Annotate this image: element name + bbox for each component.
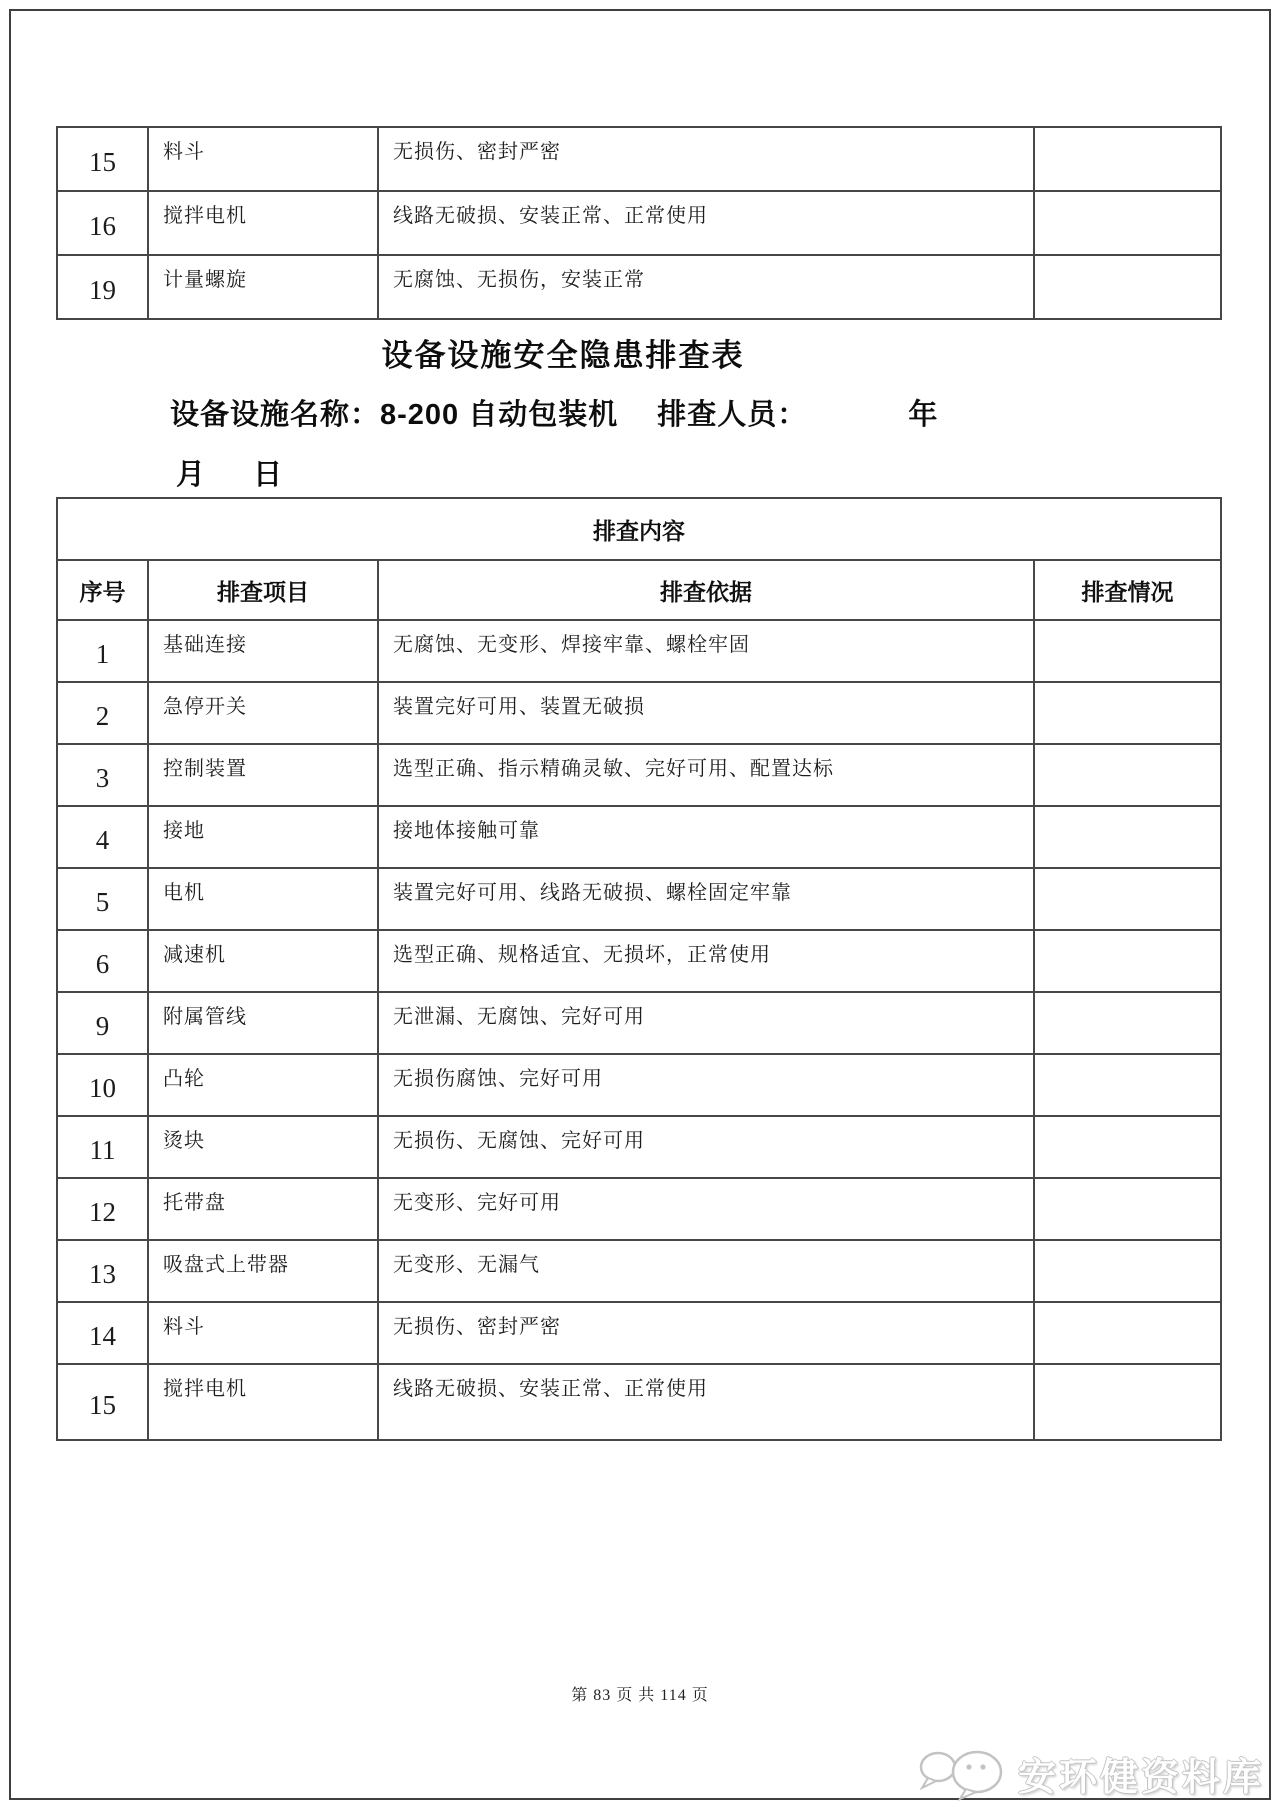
watermark bbox=[914, 1740, 1264, 1807]
cell-item: 基础连接 bbox=[148, 620, 378, 682]
cell-no: 5 bbox=[57, 868, 148, 930]
col-header-no: 序号 bbox=[57, 560, 148, 620]
cell-no: 11 bbox=[57, 1116, 148, 1178]
table-row bbox=[57, 620, 1221, 682]
cell-no: 16 bbox=[57, 191, 148, 255]
cell-no: 6 bbox=[57, 930, 148, 992]
cell-basis: 无腐蚀、无变形、焊接牢靠、螺栓牢固 bbox=[378, 620, 1034, 682]
cell-status bbox=[1034, 806, 1221, 868]
cell-basis: 无损伤、无腐蚀、完好可用 bbox=[378, 1116, 1034, 1178]
watermark-text: 安环健资料库 bbox=[1017, 1757, 1264, 1799]
cell-status bbox=[1034, 1240, 1221, 1302]
cell-status bbox=[1034, 868, 1221, 930]
cell-status bbox=[1034, 744, 1221, 806]
cell-item: 减速机 bbox=[148, 930, 378, 992]
cell-item: 控制装置 bbox=[148, 744, 378, 806]
table-row bbox=[57, 127, 1221, 191]
cell-basis: 无损伤腐蚀、完好可用 bbox=[378, 1054, 1034, 1116]
cell-no: 4 bbox=[57, 806, 148, 868]
table-row bbox=[57, 682, 1221, 744]
table-section-header-row bbox=[57, 498, 1221, 560]
cell-status bbox=[1034, 1116, 1221, 1178]
cell-no: 3 bbox=[57, 744, 148, 806]
cell-basis: 线路无破损、安装正常、正常使用 bbox=[378, 191, 1034, 255]
table-row bbox=[57, 255, 1221, 319]
cell-basis: 接地体接触可靠 bbox=[378, 806, 1034, 868]
cell-basis: 装置完好可用、线路无破损、螺栓固定牢靠 bbox=[378, 868, 1034, 930]
table-row bbox=[57, 1364, 1221, 1440]
cell-status bbox=[1034, 682, 1221, 744]
inspector-label: 排查人员： bbox=[657, 399, 808, 431]
table-row bbox=[57, 1302, 1221, 1364]
cell-item: 吸盘式上带器 bbox=[148, 1240, 378, 1302]
cell-basis: 无损伤、密封严密 bbox=[378, 127, 1034, 191]
cell-no: 12 bbox=[57, 1178, 148, 1240]
cell-item: 计量螺旋 bbox=[148, 255, 378, 319]
cell-status bbox=[1034, 620, 1221, 682]
cell-item: 托带盘 bbox=[148, 1178, 378, 1240]
device-name-label: 设备设施名称：8-200 自动包装机 bbox=[170, 399, 619, 431]
subtitle-line1 bbox=[170, 392, 938, 433]
cell-no: 15 bbox=[57, 1364, 148, 1440]
cell-status bbox=[1034, 255, 1221, 319]
table-row bbox=[57, 806, 1221, 868]
table-row bbox=[57, 1054, 1221, 1116]
continuation-table-body bbox=[57, 127, 1221, 319]
cell-no: 9 bbox=[57, 992, 148, 1054]
cell-no: 1 bbox=[57, 620, 148, 682]
page-number: 第 83 页 共 114 页 bbox=[571, 1687, 709, 1704]
table-row bbox=[57, 930, 1221, 992]
cell-status bbox=[1034, 930, 1221, 992]
cell-item: 料斗 bbox=[148, 127, 378, 191]
cell-item: 接地 bbox=[148, 806, 378, 868]
table-row bbox=[57, 992, 1221, 1054]
cell-item: 急停开关 bbox=[148, 682, 378, 744]
cell-basis: 无损伤、密封严密 bbox=[378, 1302, 1034, 1364]
cell-basis: 无变形、完好可用 bbox=[378, 1178, 1034, 1240]
main-table bbox=[56, 497, 1222, 1441]
chat-bubbles-icon bbox=[914, 1740, 1014, 1807]
cell-item: 搅拌电机 bbox=[148, 191, 378, 255]
cell-no: 2 bbox=[57, 682, 148, 744]
cell-status bbox=[1034, 1364, 1221, 1440]
subtitle-line2 bbox=[176, 452, 282, 493]
cell-basis: 选型正确、规格适宜、无损坏，正常使用 bbox=[378, 930, 1034, 992]
table-row bbox=[57, 1116, 1221, 1178]
page-title: 设备设施安全隐患排查表 bbox=[381, 338, 745, 373]
month-label: 月 bbox=[176, 459, 206, 491]
cell-status bbox=[1034, 1302, 1221, 1364]
year-label: 年 bbox=[908, 399, 939, 431]
cell-item: 电机 bbox=[148, 868, 378, 930]
table-row bbox=[57, 744, 1221, 806]
main-table-body bbox=[57, 620, 1221, 1440]
cell-status bbox=[1034, 992, 1221, 1054]
cell-basis: 装置完好可用、装置无破损 bbox=[378, 682, 1034, 744]
col-header-item: 排查项目 bbox=[148, 560, 378, 620]
cell-basis: 选型正确、指示精确灵敏、完好可用、配置达标 bbox=[378, 744, 1034, 806]
cell-basis: 无腐蚀、无损伤，安装正常 bbox=[378, 255, 1034, 319]
cell-no: 15 bbox=[57, 127, 148, 191]
cell-basis: 无变形、无漏气 bbox=[378, 1240, 1034, 1302]
cell-no: 19 bbox=[57, 255, 148, 319]
cell-item: 烫块 bbox=[148, 1116, 378, 1178]
cell-item: 搅拌电机 bbox=[148, 1364, 378, 1440]
col-header-basis: 排查依据 bbox=[378, 560, 1034, 620]
continuation-table bbox=[56, 126, 1222, 320]
cell-basis: 无泄漏、无腐蚀、完好可用 bbox=[378, 992, 1034, 1054]
col-header-status: 排查情况 bbox=[1034, 560, 1221, 620]
table-row bbox=[57, 868, 1221, 930]
cell-status bbox=[1034, 1178, 1221, 1240]
day-label: 日 bbox=[253, 459, 283, 491]
section-header: 排查内容 bbox=[57, 498, 1221, 560]
cell-no: 14 bbox=[57, 1302, 148, 1364]
cell-item: 附属管线 bbox=[148, 992, 378, 1054]
cell-status bbox=[1034, 1054, 1221, 1116]
table-row bbox=[57, 191, 1221, 255]
table-row bbox=[57, 1240, 1221, 1302]
cell-no: 10 bbox=[57, 1054, 148, 1116]
cell-status bbox=[1034, 191, 1221, 255]
table-row bbox=[57, 1178, 1221, 1240]
cell-basis: 线路无破损、安装正常、正常使用 bbox=[378, 1364, 1034, 1440]
cell-status bbox=[1034, 127, 1221, 191]
cell-item: 料斗 bbox=[148, 1302, 378, 1364]
table-column-header-row bbox=[57, 560, 1221, 620]
cell-no: 13 bbox=[57, 1240, 148, 1302]
cell-item: 凸轮 bbox=[148, 1054, 378, 1116]
